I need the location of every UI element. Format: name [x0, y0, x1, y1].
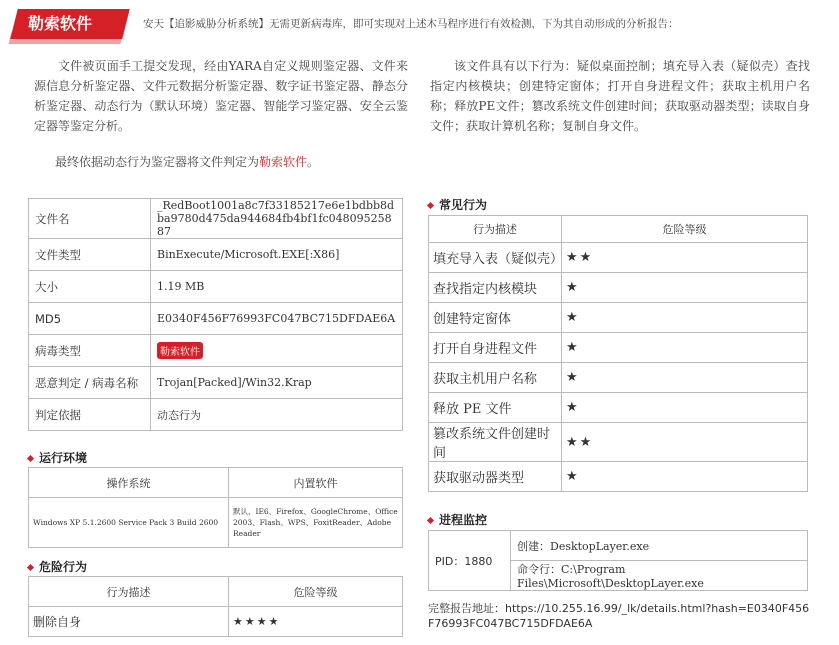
process-pid: PID：1880	[429, 531, 511, 591]
table-row	[29, 239, 403, 271]
common-level: ★	[562, 273, 808, 303]
process-create: 创建：DesktopLayer.exe	[511, 531, 808, 561]
virus-type-badge: 勒索软件	[157, 342, 203, 359]
info-value: BinExecute/Microsoft.EXE[:X86]	[151, 239, 403, 271]
table-row	[429, 423, 808, 462]
danger-section-title: 危险行为	[28, 558, 87, 575]
info-key: 大小	[29, 271, 151, 303]
table-row	[429, 273, 808, 303]
table-row	[29, 303, 403, 335]
common-level: ★★	[562, 243, 808, 273]
table-row	[429, 393, 808, 423]
table-row	[429, 303, 808, 333]
info-key: 判定依据	[29, 399, 151, 431]
danger-desc: 删除自身	[29, 607, 229, 637]
common-level: ★	[562, 393, 808, 423]
conclusion-suffix: 。	[307, 155, 320, 169]
table-row	[29, 367, 403, 399]
env-col-os: 操作系统	[29, 468, 229, 498]
table-row	[29, 468, 403, 498]
table-row	[429, 462, 808, 492]
env-col-software: 内置软件	[229, 468, 403, 498]
common-table	[428, 215, 808, 492]
process-cmd: 命令行：C:\Program Files\Microsoft\DesktopLayer.exe	[511, 561, 808, 591]
danger-col-desc: 行为描述	[29, 577, 229, 607]
behavior-paragraph: 该文件具有以下行为：疑似桌面控制；填充导入表（疑似壳）查找指定内核模块；创建特定窗体；打开自身进程文件；获取主机用户名称；释放PE文件；篡改系统文件创建时间；获取驱动器类型；读取自身文件；获取计算机名称；复制自身文件。	[430, 59, 810, 133]
ransomware-badge: 勒索软件	[10, 9, 129, 39]
danger-level: ★★★★	[229, 607, 403, 637]
env-table	[28, 467, 403, 548]
table-row	[29, 607, 403, 637]
common-desc: 获取驱动器类型	[429, 462, 562, 492]
bullet-icon	[427, 517, 434, 524]
common-desc: 打开自身进程文件	[429, 333, 562, 363]
info-value: Trojan[Packed]/Win32.Krap	[151, 367, 403, 399]
info-key: 文件名	[29, 199, 151, 239]
common-level: ★	[562, 333, 808, 363]
table-row	[429, 243, 808, 273]
table-row	[29, 498, 403, 548]
common-level: ★	[562, 462, 808, 492]
danger-col-level: 危险等级	[229, 577, 403, 607]
info-value-cell	[151, 335, 403, 367]
common-desc: 查找指定内核模块	[429, 273, 562, 303]
common-desc: 填充导入表（疑似壳）	[429, 243, 562, 273]
bullet-icon	[27, 564, 34, 571]
conclusion-paragraph	[55, 152, 319, 172]
bullet-icon	[27, 455, 34, 462]
report-url[interactable]: 完整报告地址：https://10.255.16.99/_lk/details.html?hash=E0340F456F76993FC047BC715DFDAE6A	[428, 602, 810, 630]
process-table	[428, 530, 808, 591]
common-level: ★	[562, 363, 808, 393]
table-row	[29, 271, 403, 303]
table-row	[29, 335, 403, 367]
table-row	[429, 531, 808, 561]
conclusion-prefix: 最终依据动态行为鉴定器将文件判定为	[55, 155, 260, 169]
table-row	[29, 199, 403, 239]
info-key: 文件类型	[29, 239, 151, 271]
process-section-title: 进程监控	[428, 511, 487, 528]
env-software: 默认、IE6、Firefox、GoogleChrome、Office 2003、Flash、WPS、FoxitReader、Adobe Reader	[229, 498, 403, 548]
table-row	[429, 363, 808, 393]
danger-table	[28, 576, 403, 637]
bullet-icon	[427, 202, 434, 209]
common-desc: 获取主机用户名称	[429, 363, 562, 393]
common-col-desc: 行为描述	[429, 216, 562, 243]
analysis-paragraph: 文件被页面手工提交发现，经由YARA自定义规则鉴定器、文件来源信息分析鉴定器、文件元数据分析鉴定器、数字证书鉴定器、静态分析鉴定器、动态行为（默认环境）鉴定器、智能学习鉴定器、安全云鉴定器等鉴定分析。	[34, 59, 408, 133]
common-desc: 篡改系统文件创建时间	[429, 423, 562, 462]
info-key: MD5	[29, 303, 151, 335]
env-section-title: 运行环境	[28, 449, 87, 466]
intro-text: 安天【追影威胁分析系统】无需更新病毒库，即可实现对上述木马程序进行有效检测，下为其自动形成的分析报告：	[143, 18, 679, 30]
table-row	[429, 333, 808, 363]
table-row	[429, 216, 808, 243]
info-value: 1.19 MB	[151, 271, 403, 303]
conclusion-value: 勒索软件	[259, 155, 308, 169]
env-os: Windows XP 5.1.2600 Service Pack 3 Build 2600	[29, 498, 229, 548]
table-row	[29, 577, 403, 607]
info-value: 动态行为	[151, 399, 403, 431]
file-info-table	[28, 198, 403, 431]
common-level: ★	[562, 303, 808, 333]
common-desc: 创建特定窗体	[429, 303, 562, 333]
info-value: E0340F456F76993FC047BC715DFDAE6A	[151, 303, 403, 335]
common-desc: 释放 PE 文件	[429, 393, 562, 423]
common-section-title: 常见行为	[428, 196, 487, 213]
info-key: 病毒类型	[29, 335, 151, 367]
table-row	[29, 399, 403, 431]
common-level: ★★	[562, 423, 808, 462]
common-col-level: 危险等级	[562, 216, 808, 243]
info-value: _RedBoot1001a8c7f33185217e6e1bdbb8dba9780d475da944684fb4bf1fc04809525887	[151, 199, 403, 239]
info-key: 恶意判定 / 病毒名称	[29, 367, 151, 399]
